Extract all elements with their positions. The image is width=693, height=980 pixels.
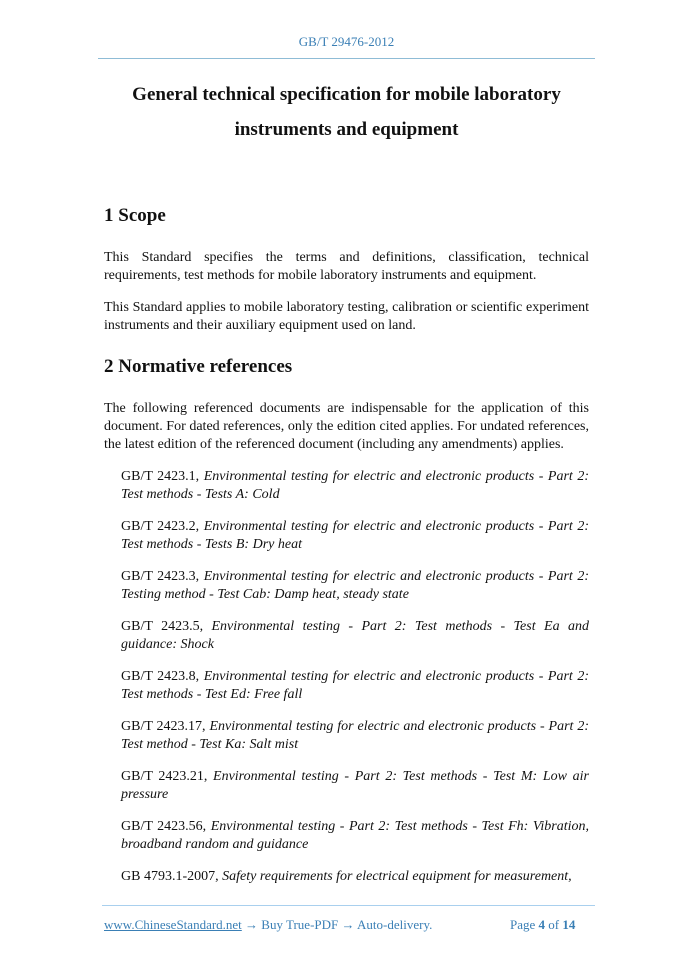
normative-intro-paragraph: The following referenced documents are indispensable for the application of this document. For dated references, only the edition cited applies. For undated references, the latest edition of the referenced document (including any amendments) applies. (104, 401, 589, 452)
website-link[interactable]: www.ChineseStandard.net (104, 917, 242, 932)
reference-item: GB/T 2423.8, Environmental testing for electric and electronic products - Part 2: Test methods - Test Ed: Free fall (121, 669, 590, 702)
auto-delivery-text: Auto-delivery. (357, 917, 433, 932)
section-heading-normative-references: 2 Normative references (104, 356, 293, 377)
reference-item: GB/T 2423.3, Environmental testing for electric and electronic products - Part 2: Testing method - Test Cab: Damp heat, steady state (121, 569, 590, 602)
total-pages: 14 (562, 917, 576, 932)
reference-item: GB/T 2423.2, Environmental testing for electric and electronic products - Part 2: Test methods - Tests B: Dry heat (121, 519, 590, 552)
scope-paragraph-2: This Standard applies to mobile laboratory testing, calibration or scientific experiment instruments and their auxiliary equipment used on land. (104, 300, 589, 333)
reference-item: GB 4793.1-2007, Safety requirements for electrical equipment for measurement, (121, 869, 572, 884)
buy-pdf-text: Buy True-PDF (261, 917, 339, 932)
arrow-right-icon: → (338, 917, 358, 932)
reference-item: GB/T 2423.17, Environmental testing for electric and electronic products - Part 2: Test method - Test Ka: Salt mist (121, 719, 589, 752)
current-page: 4 (538, 917, 546, 932)
document-title-line-1: General technical specification for mobile laboratory (132, 84, 561, 105)
header-divider (98, 58, 595, 59)
reference-item: GB/T 2423.21, Environmental testing - Part 2: Test methods - Test M: Low air pressure (121, 769, 589, 802)
footer-promo (104, 917, 432, 933)
reference-item: GB/T 2423.56, Environmental testing - Part 2: Test methods - Test Fh: Vibration, broadband random and guidance (121, 819, 589, 852)
reference-item: GB/T 2423.5, Environmental testing - Part 2: Test methods - Test Ea and guidance: Shock (121, 619, 589, 652)
document-title-line-2: instruments and equipment (234, 119, 459, 140)
footer-divider (102, 905, 595, 906)
arrow-right-icon: → (241, 917, 262, 932)
page-indicator: Page 4 of 14 (510, 917, 576, 932)
scope-paragraph-1: This Standard specifies the terms and definitions, classification, technical requirements, test methods for mobile laboratory instruments and equipment. (104, 250, 589, 283)
section-heading-scope: 1 Scope (104, 205, 166, 226)
document-id: GB/T 29476-2012 (298, 34, 395, 49)
reference-item: GB/T 2423.1, Environmental testing for electric and electronic products - Part 2: Test methods - Tests A: Cold (121, 469, 590, 502)
